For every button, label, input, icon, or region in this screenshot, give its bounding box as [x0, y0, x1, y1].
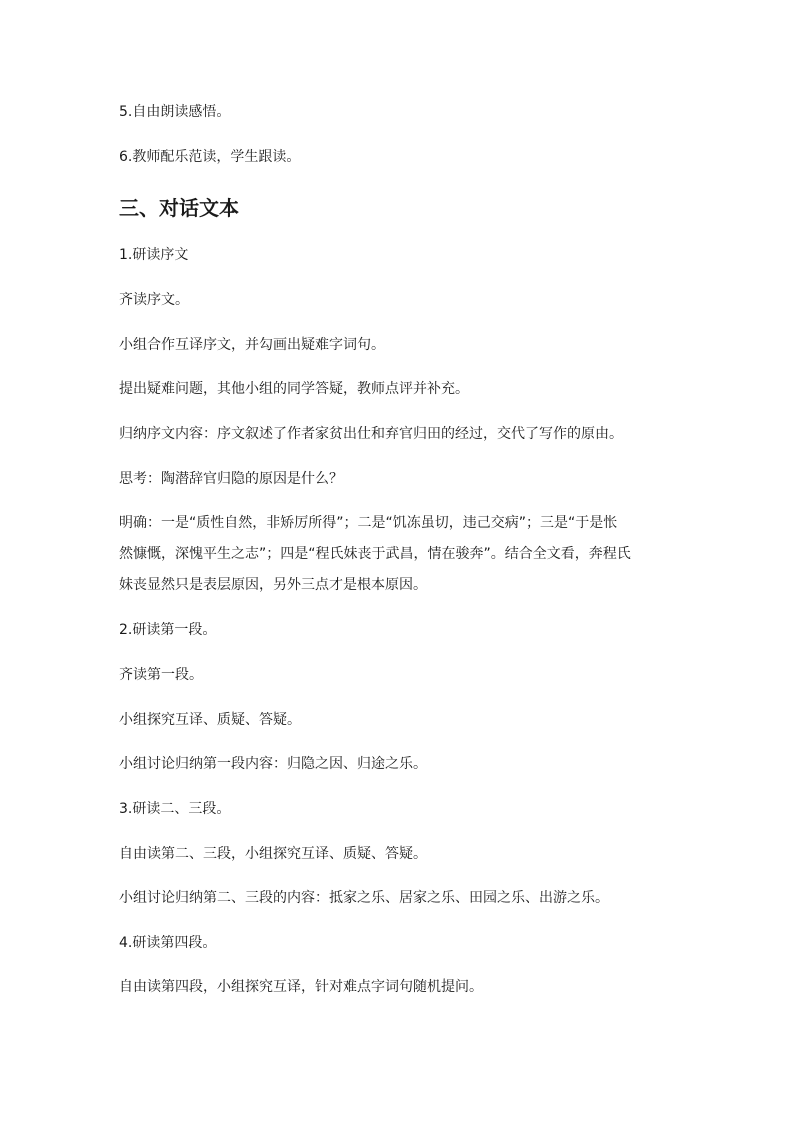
answer-line: 然慷慨，深愧平生之志”；四是“程氏妹丧于武昌，情在骏奔”。结合全文看，奔程氏: [119, 546, 631, 562]
paragraph: 小组探究互译、质疑、答疑。: [119, 712, 301, 728]
paragraph: 小组合作互译序文，并勾画出疑难字词句。: [119, 337, 385, 353]
answer-line: 明确：一是“质性自然，非矫厉所得”；二是“饥冻虽切，违己交病”；三是“于是怅: [119, 515, 618, 531]
paragraph: 归纳序文内容：序文叙述了作者家贫出仕和弃官归田的经过，交代了写作的原由。: [119, 426, 623, 442]
paragraph: 提出疑难问题，其他小组的同学答疑，教师点评并补充。: [119, 381, 469, 397]
paragraph: 齐读序文。: [119, 292, 189, 308]
answer-paragraph: [119, 508, 679, 601]
section-heading: 三、对话文本: [119, 196, 239, 220]
subsection-1-title: 1.研读序文: [119, 247, 189, 263]
question: 思考：陶潜辞官归隐的原因是什么？: [119, 471, 343, 487]
paragraph: 自由读第二、三段，小组探究互译、质疑、答疑。: [119, 846, 427, 862]
step-6: 6.教师配乐范读，学生跟读。: [119, 149, 301, 165]
subsection-3-title: 3.研读二、三段。: [119, 801, 231, 817]
paragraph: 齐读第一段。: [119, 667, 203, 683]
subsection-2-title: 2.研读第一段。: [119, 622, 217, 638]
step-5: 5.自由朗读感悟。: [119, 104, 231, 120]
paragraph: 小组讨论归纳第二、三段的内容：抵家之乐、居家之乐、田园之乐、出游之乐。: [119, 890, 609, 906]
paragraph: 自由读第四段，小组探究互译，针对难点字词句随机提问。: [119, 979, 483, 995]
subsection-4-title: 4.研读第四段。: [119, 935, 217, 951]
answer-line: 妹丧显然只是表层原因，另外三点才是根本原因。: [119, 577, 427, 593]
paragraph: 小组讨论归纳第一段内容：归隐之因、归途之乐。: [119, 756, 427, 772]
